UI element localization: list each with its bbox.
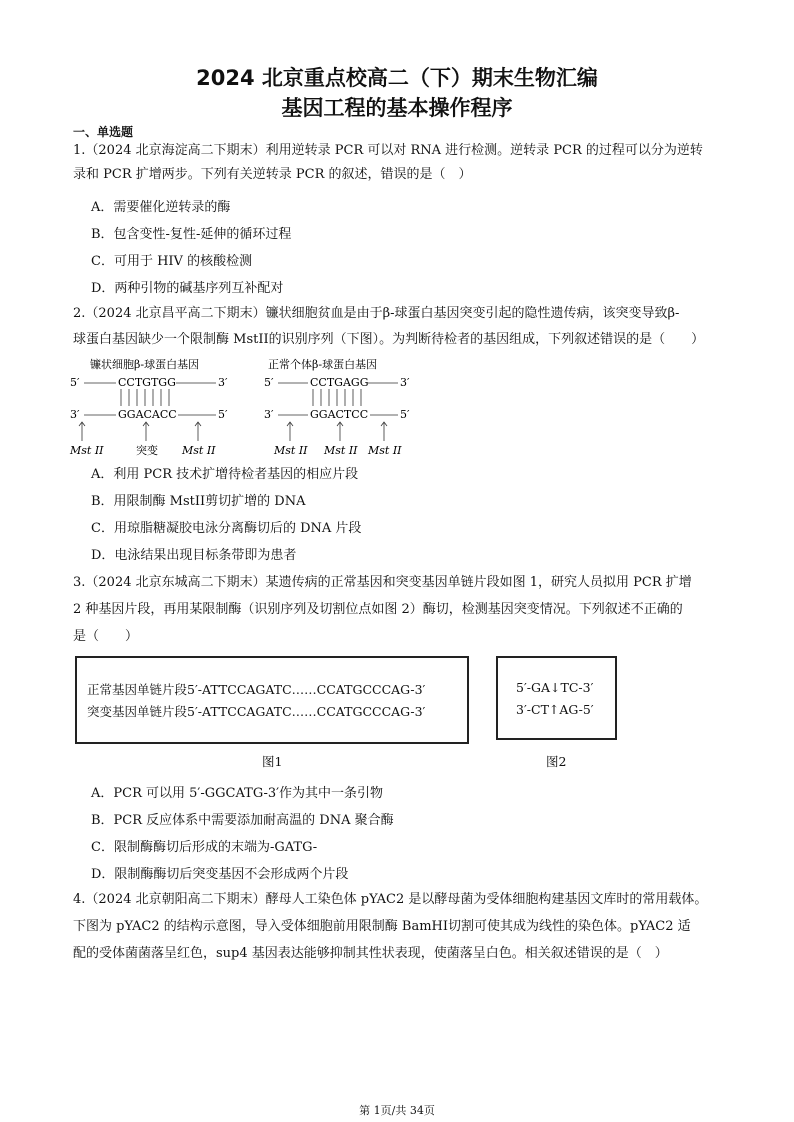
page-footer: 第 1页/共 34页 [359,1104,435,1117]
figure1-mutant-line: 突变基因单链片段5′-ATTCCAGATC……CCATGCCCAG-3′ [87,704,426,719]
strand-end-label: 5′ [218,408,228,421]
q4-stem-line1: 4.（2024 北京朝阳高二下期末）酵母人工染色体 pYAC2 是以酵母菌为受体细胞构建基因文库时的常用载体。 [73,892,708,907]
q2-stem-line2: 球蛋白基因缺少一个限制酶 MstII的识别序列（下图）。为判断待检者的基因组成，下列叙述错误的是（ ） [73,332,705,347]
strand-end-label: 5′ [400,408,410,421]
q4-stem-line3: 配的受体菌菌落呈红色，sup4 基因表达能够抑制其性状表现，使菌落呈白色。相关叙述错误的是（ ） [73,946,668,961]
base-pair-ticks [313,389,361,406]
q3-option-d[interactable]: D．限制酶酶切后突变基因不会形成两个片段 [91,867,349,882]
mstii-label: Mst II [70,444,104,457]
figure1-normal-line: 正常基因单链片段5′-ATTCCAGATC……CCATGCCCAG-3′ [87,682,426,697]
q1-stem-line2: 录和 PCR 扩增两步。下列有关逆转录 PCR 的叙述，错误的是（ ） [73,167,472,182]
mstii-label: Mst II [324,444,358,457]
q2-option-b[interactable]: B．用限制酶 MstII剪切扩增的 DNA [91,494,306,509]
normal-gene-label: 正常个体β-球蛋白基因 [268,358,378,371]
q4-stem-line2: 下图为 pYAC2 的结构示意图，导入受体细胞前用限制酶 BamHI切割可使其成为线性的染色体。pYAC2 适 [73,919,691,934]
mstii-site-diagram [68,356,418,458]
q3-option-c[interactable]: C．限制酶酶切后形成的末端为-GATG- [91,840,318,855]
q1-option-a[interactable]: A．需要催化逆转录的酶 [91,200,231,215]
figure2-bottom-strand: 3′-CT↑AG-5′ [516,702,594,717]
mstii-label: Mst II [368,444,402,457]
base-pair-ticks [121,389,169,406]
q1-option-c[interactable]: C．可用于 HIV 的核酸检测 [91,254,253,269]
figure1-box [75,656,469,744]
q1-option-b[interactable]: B．包含变性-复性-延伸的循环过程 [91,227,292,242]
site-arrows [79,422,201,441]
site-arrows [287,422,387,441]
left-top-sequence: CCTGTGG [118,376,176,389]
q2-option-c[interactable]: C．用琼脂糖凝胶电泳分离酶切后的 DNA 片段 [91,521,362,536]
q3-option-b[interactable]: B．PCR 反应体系中需要添加耐高温的 DNA 聚合酶 [91,813,394,828]
mstii-label: Mst II [182,444,216,457]
strand-end-label: 5′ [70,376,80,389]
figure2-box [496,656,617,740]
q3-option-a[interactable]: A．PCR 可以用 5′-GGCATG-3′作为其中一条引物 [91,786,384,801]
q1-option-d[interactable]: D．两种引物的碱基序列互补配对 [91,281,284,296]
q2-stem-line1: 2.（2024 北京昌平高二下期末）镰状细胞贫血是由于β-球蛋白基因突变引起的隐性遗传病，该突变导致β- [73,306,680,321]
strand-end-label: 3′ [218,376,228,389]
q1-stem-line1: 1.（2024 北京海淀高二下期末）利用逆转录 PCR 可以对 RNA 进行检测。逆转录 PCR 的过程可以分为逆转 [73,143,703,158]
q3-stem-line2: 2 种基因片段，再用某限制酶（识别序列及切割位点如图 2）酶切，检测基因突变情况。下列叙述不正确的 [73,602,683,617]
mstii-label: Mst II [274,444,308,457]
figure1-caption: 图1 [262,754,283,769]
left-bottom-sequence: GGACACC [118,408,177,421]
right-bottom-sequence: GGACTCC [310,408,369,421]
q2-option-d[interactable]: D．电泳结果出现目标条带即为患者 [91,548,297,563]
mutation-label: 突变 [136,444,158,457]
figure2-caption: 图2 [546,754,567,769]
page-subtitle: 基因工程的基本操作程序 [281,96,513,120]
q3-stem-line3: 是（ ） [73,629,139,644]
strand-end-label: 3′ [70,408,80,421]
figure2-top-strand: 5′-GA↓TC-3′ [516,680,594,695]
section-heading: 一、单选题 [73,125,134,139]
strand-end-label: 5′ [264,376,274,389]
right-top-sequence: CCTGAGG [310,376,369,389]
q2-option-a[interactable]: A．利用 PCR 技术扩增待检者基因的相应片段 [91,467,359,482]
strand-end-label: 3′ [264,408,274,421]
q3-stem-line1: 3.（2024 北京东城高二下期末）某遗传病的正常基因和突变基因单链片段如图 1，研究人员拟用 PCR 扩增 [73,575,692,590]
sickle-gene-label: 镰状细胞β-球蛋白基因 [90,358,200,371]
page-title: 2024 北京重点校高二（下）期末生物汇编 [196,66,598,90]
strand-end-label: 3′ [400,376,410,389]
